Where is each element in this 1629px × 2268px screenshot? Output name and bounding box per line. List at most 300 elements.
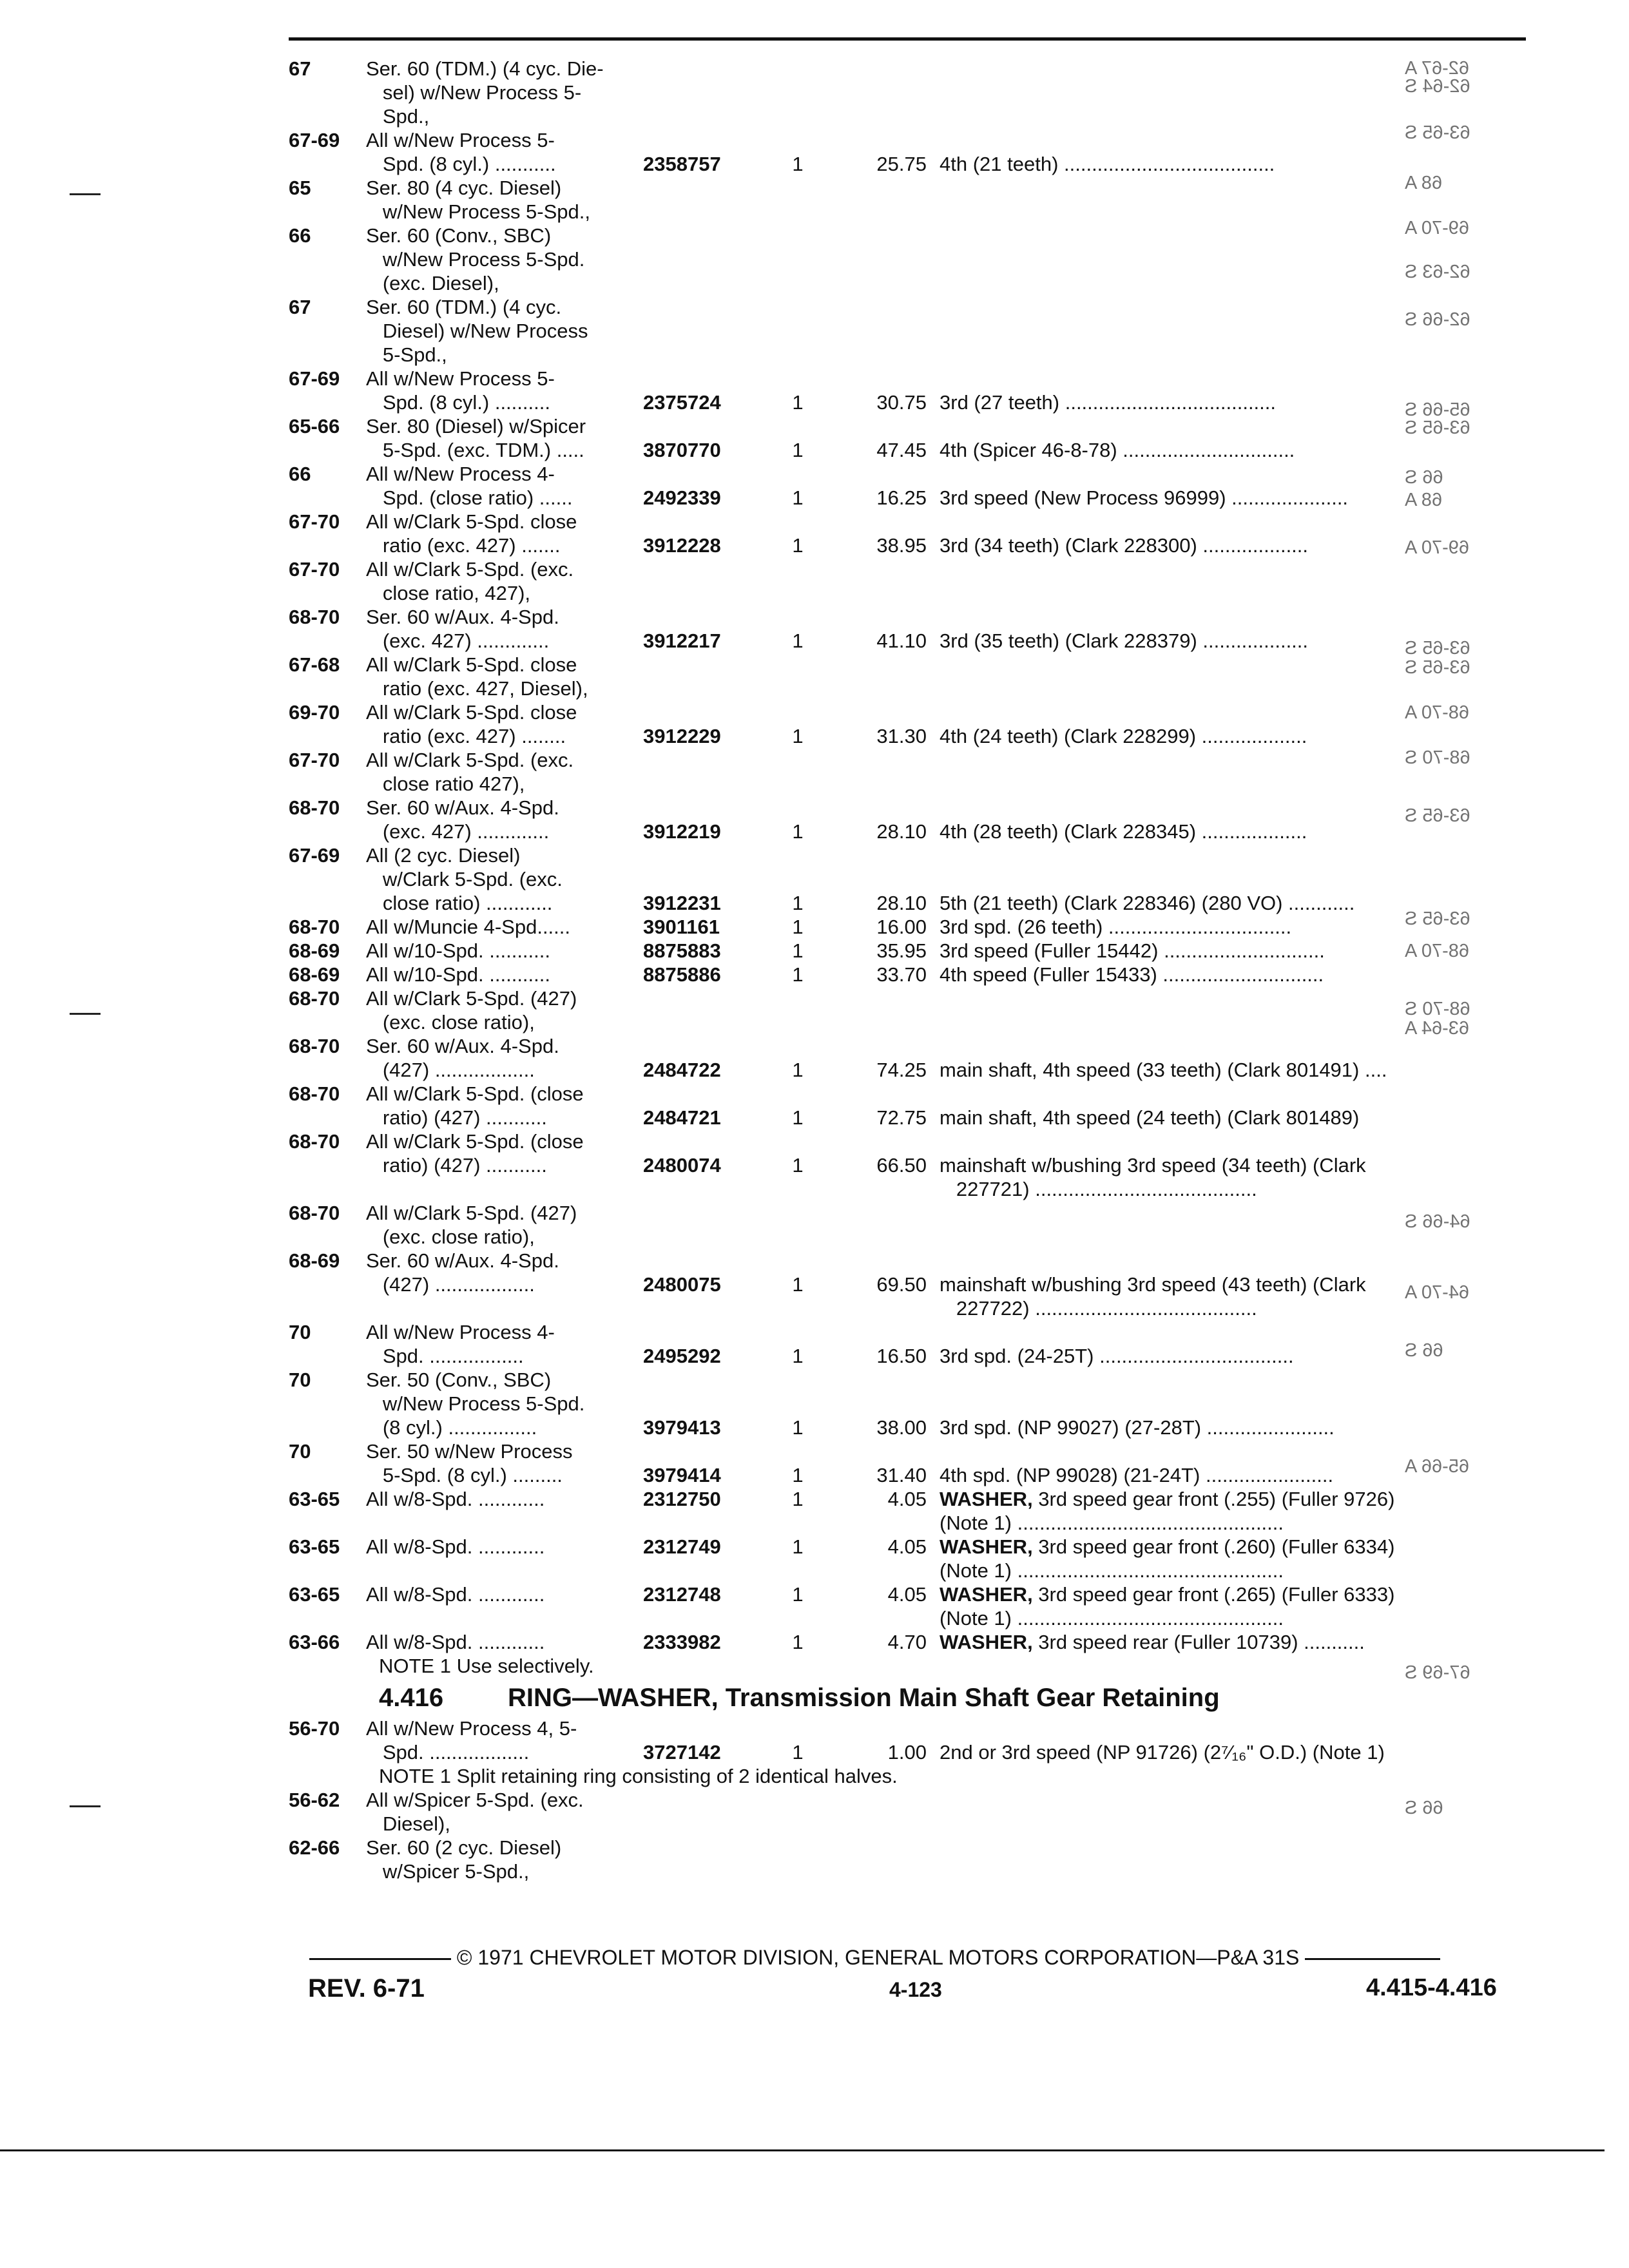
price (830, 224, 940, 247)
model-year: 67-70 (289, 510, 340, 533)
part-number (643, 319, 766, 343)
table-row (289, 176, 1532, 200)
model-year (289, 1416, 366, 1439)
table-row (289, 1606, 1532, 1630)
model-year: 62-66 (289, 1836, 340, 1859)
part-number (643, 867, 766, 891)
model-year: 67-69 (289, 367, 340, 390)
application: Ser. 60 w/Aux. 4-Spd. (366, 1035, 559, 1057)
application: All w/Clark 5-Spd. (427) (366, 987, 577, 1010)
table-row (289, 1511, 1532, 1535)
application: All w/New Process 4- (366, 463, 555, 485)
price (830, 867, 940, 891)
application: All w/New Process 4, 5- (366, 1717, 577, 1740)
model-year (289, 629, 366, 653)
description: 4th (Spicer 46-8-78) ............................... (940, 439, 1295, 461)
model-year (289, 486, 366, 510)
model-year (289, 1058, 366, 1082)
quantity (766, 1177, 830, 1201)
quantity (766, 200, 830, 224)
price (830, 1201, 940, 1225)
price (830, 1788, 940, 1812)
table-row (289, 1058, 1532, 1082)
model-year: 65 (289, 177, 311, 199)
model-year (289, 1860, 366, 1883)
table-row (289, 748, 1532, 772)
application: 5-Spd., (366, 343, 447, 366)
section-heading (289, 1682, 1532, 1714)
part-number (643, 1392, 766, 1416)
application: Ser. 60 (TDM.) (4 cyc. (366, 296, 562, 318)
price (830, 1320, 940, 1344)
part-number: 2375724 (643, 391, 721, 414)
price (830, 1559, 940, 1582)
model-year: 68-69 (289, 939, 340, 962)
quantity (766, 1716, 830, 1740)
bleed-through-label: 68-70 A (1405, 941, 1469, 961)
model-year: 68-70 (289, 1035, 340, 1057)
part-number: 3901161 (643, 916, 720, 938)
application: ratio (exc. 427) ........ (366, 725, 566, 747)
quantity (766, 224, 830, 247)
model-year: 68-69 (289, 1249, 340, 1272)
quantity (766, 295, 830, 319)
part-number (643, 1439, 766, 1463)
table-row (289, 57, 1532, 81)
bleed-through-label: 66 S (1405, 467, 1443, 488)
application: sel) w/New Process 5- (366, 81, 582, 104)
table-row (289, 1535, 1532, 1559)
table-row (289, 581, 1532, 605)
part-number (643, 200, 766, 224)
bleed-through-label: 64-66 S (1405, 1211, 1470, 1232)
application: Ser. 50 w/New Process (366, 1440, 573, 1463)
table-row (289, 963, 1532, 986)
part-number (643, 748, 766, 772)
application (366, 1177, 643, 1201)
table-row (289, 343, 1532, 367)
model-year (289, 891, 366, 915)
table-row (289, 271, 1532, 295)
part-number (643, 1559, 766, 1582)
price: 28.10 (876, 820, 927, 843)
model-year (289, 724, 366, 748)
quantity (766, 176, 830, 200)
model-year: 67-69 (289, 129, 340, 151)
description (940, 510, 1494, 533)
description: WASHER, 3rd speed gear front (.260) (Fuller 6334) (940, 1535, 1395, 1558)
table-row (289, 843, 1532, 867)
bleed-through-label: 62-67 A (1405, 58, 1469, 79)
part-number (643, 772, 766, 796)
table-row (289, 1836, 1532, 1860)
model-year (289, 1177, 366, 1201)
application: ratio) (427) ........... (366, 1154, 547, 1177)
description (940, 343, 1494, 367)
quantity (766, 1788, 830, 1812)
price (830, 1511, 940, 1535)
price (830, 748, 940, 772)
quantity (766, 271, 830, 295)
table-row (289, 1487, 1532, 1511)
description: 3rd spd. (24-25T) ................................... (940, 1345, 1294, 1367)
description: (Note 1) ................................................ (940, 1607, 1284, 1629)
table-row (289, 653, 1532, 677)
quantity (766, 605, 830, 629)
model-year: 68-70 (289, 796, 340, 819)
application: All (2 cyc. Diesel) (366, 844, 521, 867)
application: (exc. 427) ............. (366, 629, 550, 652)
table-row (289, 1177, 1532, 1201)
table-row (289, 367, 1532, 390)
model-year: 68-69 (289, 963, 340, 986)
model-year: 67-70 (289, 558, 340, 581)
part-number: 3870770 (643, 439, 721, 461)
description (940, 1249, 1494, 1273)
bleed-through-label: 63-65 S (1405, 122, 1470, 143)
quantity (766, 1392, 830, 1416)
quantity: 1 (792, 1273, 804, 1296)
quantity: 1 (792, 534, 804, 557)
price: 47.45 (876, 439, 927, 461)
price: 4.05 (887, 1583, 927, 1606)
price (830, 796, 940, 820)
quantity: 1 (792, 486, 804, 509)
quantity (766, 772, 830, 796)
description (940, 1082, 1494, 1106)
price (830, 200, 940, 224)
application: All w/10-Spd. ........... (366, 963, 550, 986)
model-year: 68-70 (289, 1130, 340, 1153)
price (830, 247, 940, 271)
price (830, 462, 940, 486)
bottom-rule (0, 2149, 1605, 2151)
quantity: 1 (792, 1106, 804, 1129)
price (830, 1249, 940, 1273)
table-row (289, 1106, 1532, 1129)
price: 1.00 (887, 1741, 927, 1763)
model-year: 67 (289, 296, 311, 318)
quantity (766, 1010, 830, 1034)
application (366, 1606, 643, 1630)
application: All w/Clark 5-Spd. (close (366, 1130, 584, 1153)
table-row (289, 1082, 1532, 1106)
part-number (643, 843, 766, 867)
table-row (289, 1740, 1532, 1764)
price: 41.10 (876, 629, 927, 652)
table-row (289, 700, 1532, 724)
bleed-through-label: 69-70 A (1405, 218, 1469, 238)
margin-mark (70, 1013, 101, 1015)
table-row (289, 1788, 1532, 1812)
part-number (643, 1368, 766, 1392)
price (830, 1082, 940, 1106)
description: mainshaft w/bushing 3rd speed (34 teeth) (Clark (940, 1154, 1366, 1177)
quantity (766, 247, 830, 271)
quantity (766, 986, 830, 1010)
table-row (289, 1320, 1532, 1344)
application: Spd. (close ratio) ...... (366, 486, 573, 509)
table-row (289, 414, 1532, 438)
price (830, 581, 940, 605)
part-number (643, 128, 766, 152)
price (830, 319, 940, 343)
application: w/New Process 5-Spd. (366, 1392, 585, 1415)
price (830, 271, 940, 295)
part-number (643, 1177, 766, 1201)
application: close ratio) ............ (366, 892, 553, 914)
part-number: 2495292 (643, 1345, 721, 1367)
table-row (289, 677, 1532, 700)
model-year (289, 1273, 366, 1296)
table-row (289, 772, 1532, 796)
part-number (643, 1082, 766, 1106)
model-year: 63-66 (289, 1631, 340, 1653)
part-number: 8875883 (643, 939, 721, 962)
quantity (766, 81, 830, 104)
application: w/New Process 5-Spd. (366, 248, 585, 271)
quantity (766, 677, 830, 700)
model-year (289, 390, 366, 414)
part-number (643, 1836, 766, 1860)
description (940, 677, 1494, 700)
quantity (766, 1559, 830, 1582)
quantity (766, 581, 830, 605)
price (830, 653, 940, 677)
model-year (289, 271, 366, 295)
price (830, 1836, 940, 1860)
part-number: 2333982 (643, 1631, 721, 1653)
application: (8 cyl.) ................ (366, 1416, 537, 1439)
price (830, 1368, 940, 1392)
part-number (643, 796, 766, 820)
price: 66.50 (876, 1154, 927, 1177)
part-number (643, 81, 766, 104)
model-year (289, 867, 366, 891)
model-year (289, 152, 366, 176)
model-year (289, 1559, 366, 1582)
price (830, 700, 940, 724)
model-year (289, 772, 366, 796)
part-number (643, 414, 766, 438)
application: All w/Clark 5-Spd. close (366, 653, 577, 676)
quantity (766, 57, 830, 81)
application: Spd. .................. (366, 1741, 530, 1763)
table-row (289, 295, 1532, 319)
model-year (289, 1740, 366, 1764)
model-year: 63-65 (289, 1535, 340, 1558)
margin-mark (70, 193, 101, 195)
application (366, 1511, 643, 1535)
description: 227722) ........................................ (940, 1297, 1257, 1320)
section-number: 4.416 (379, 1684, 444, 1712)
quantity: 1 (792, 1059, 804, 1081)
application: All w/10-Spd. ........... (366, 939, 550, 962)
bleed-through-label: 63-65 S (1405, 418, 1470, 438)
margin-mark (70, 1805, 101, 1807)
price: 33.70 (876, 963, 927, 986)
description: (Note 1) ................................................ (940, 1512, 1284, 1534)
model-year: 68-70 (289, 987, 340, 1010)
part-number (643, 653, 766, 677)
quantity: 1 (792, 725, 804, 747)
table-row (289, 1153, 1532, 1177)
model-year: 63-65 (289, 1583, 340, 1606)
price (830, 1439, 940, 1463)
price (830, 343, 940, 367)
part-number: 2480074 (643, 1154, 721, 1177)
table-row (289, 1716, 1532, 1740)
model-year (289, 104, 366, 128)
price (830, 81, 940, 104)
price: 4.70 (887, 1631, 927, 1653)
bleed-through-label: 68 A (1405, 490, 1443, 510)
part-number (643, 557, 766, 581)
table-row (289, 629, 1532, 653)
application: Diesel), (366, 1812, 450, 1835)
quantity (766, 748, 830, 772)
description: 3rd (34 teeth) (Clark 228300) ................... (940, 534, 1309, 557)
price (830, 1606, 940, 1630)
description: 3rd (27 teeth) ...................................... (940, 391, 1277, 414)
table-row (289, 867, 1532, 891)
model-year (289, 1511, 366, 1535)
model-year (289, 1010, 366, 1034)
description: 4th speed (Fuller 15433) ............................. (940, 963, 1324, 986)
table-row (289, 1368, 1532, 1392)
application: Ser. 60 (TDM.) (4 cyc. Die- (366, 57, 604, 80)
description: 4th spd. (NP 99028) (21-24T) ....................... (940, 1464, 1334, 1486)
price: 38.95 (876, 534, 927, 557)
quantity: 1 (792, 1631, 804, 1653)
description: 3rd (35 teeth) (Clark 228379) ................... (940, 629, 1309, 652)
quantity (766, 1606, 830, 1630)
table-row (289, 1559, 1532, 1582)
application: Ser. 50 (Conv., SBC) (366, 1369, 552, 1391)
table-row (289, 891, 1532, 915)
price (830, 1860, 940, 1883)
quantity (766, 1511, 830, 1535)
application: Spd. (8 cyl.) .......... (366, 391, 550, 414)
quantity: 1 (792, 1741, 804, 1763)
model-year: 66 (289, 224, 311, 247)
part-number (643, 1788, 766, 1812)
bleed-through-label: 63-65 S (1405, 657, 1470, 678)
application: (exc. close ratio), (366, 1225, 535, 1248)
table-row (289, 1630, 1532, 1654)
quantity (766, 796, 830, 820)
part-number (643, 1320, 766, 1344)
price (830, 843, 940, 867)
bleed-through-label: 66 S (1405, 1340, 1443, 1361)
model-year: 68-70 (289, 1082, 340, 1105)
application: ratio) (427) ........... (366, 1106, 547, 1129)
table-row (289, 510, 1532, 533)
application (366, 1559, 643, 1582)
model-year: 68-70 (289, 1202, 340, 1224)
table-row (289, 1582, 1532, 1606)
quantity (766, 1812, 830, 1836)
model-year (289, 1153, 366, 1177)
price (830, 1812, 940, 1836)
parts-table (289, 57, 1532, 1883)
price (830, 367, 940, 390)
model-year: 56-70 (289, 1717, 340, 1740)
part-number (643, 271, 766, 295)
price (830, 557, 940, 581)
application: Diesel) w/New Process (366, 320, 588, 342)
price (830, 677, 940, 700)
part-number: 3727142 (643, 1741, 721, 1763)
table-row (289, 986, 1532, 1010)
description: main shaft, 4th speed (24 teeth) (Clark 801489) (940, 1106, 1360, 1129)
quantity (766, 1225, 830, 1249)
description (940, 1129, 1494, 1153)
application: All w/8-Spd. ............ (366, 1631, 545, 1653)
quantity: 1 (792, 1535, 804, 1558)
application: Ser. 60 (2 cyc. Diesel) (366, 1836, 562, 1859)
price: 16.25 (876, 486, 927, 509)
description: 4th (28 teeth) (Clark 228345) ................... (940, 820, 1307, 843)
model-year: 68-70 (289, 916, 340, 938)
part-number: 3912228 (643, 534, 721, 557)
table-row (289, 724, 1532, 748)
quantity: 1 (792, 391, 804, 414)
quantity (766, 1439, 830, 1463)
table-row (289, 1439, 1532, 1463)
part-number (643, 1812, 766, 1836)
model-year (289, 581, 366, 605)
part-number (643, 605, 766, 629)
model-year (289, 247, 366, 271)
bleed-through-label: 65-66 A (1405, 1456, 1469, 1477)
price: 38.00 (876, 1416, 927, 1439)
part-number (643, 1034, 766, 1058)
price: 31.40 (876, 1464, 927, 1486)
top-rule (289, 37, 1526, 41)
application: All w/New Process 5- (366, 367, 555, 390)
price (830, 1034, 940, 1058)
model-year (289, 1106, 366, 1129)
application (366, 1296, 643, 1320)
description: 5th (21 teeth) (Clark 228346) (280 VO) ............ (940, 892, 1355, 914)
description: main shaft, 4th speed (33 teeth) (Clark 801491) .... (940, 1059, 1387, 1081)
price (830, 1010, 940, 1034)
model-year (289, 81, 366, 104)
description: 2nd or 3rd speed (NP 91726) (2⁷⁄₁₆" O.D.) (Note 1) (940, 1741, 1385, 1763)
quantity (766, 462, 830, 486)
application: Spd., (366, 105, 430, 128)
bleed-through-label: 64-70 A (1405, 1282, 1469, 1303)
quantity: 1 (792, 1583, 804, 1606)
table-row (289, 200, 1532, 224)
quantity (766, 367, 830, 390)
table-row (289, 1034, 1532, 1058)
application: close ratio, 427), (366, 582, 531, 604)
application: Ser. 60 w/Aux. 4-Spd. (366, 606, 559, 628)
quantity (766, 1082, 830, 1106)
part-number (643, 1225, 766, 1249)
quantity (766, 1860, 830, 1883)
description: WASHER, 3rd speed rear (Fuller 10739) ........... (940, 1631, 1365, 1653)
part-number: 2492339 (643, 486, 721, 509)
bleed-through-label: 63-65 S (1405, 908, 1470, 929)
copyright-text: © 1971 CHEVROLET MOTOR DIVISION, GENERAL MOTORS CORPORATION—P&A 31S (456, 1946, 1300, 1969)
quantity: 1 (792, 439, 804, 461)
note: NOTE 1 Use selectively. (379, 1655, 594, 1677)
part-number: 2312748 (643, 1583, 721, 1606)
quantity: 1 (792, 916, 804, 938)
